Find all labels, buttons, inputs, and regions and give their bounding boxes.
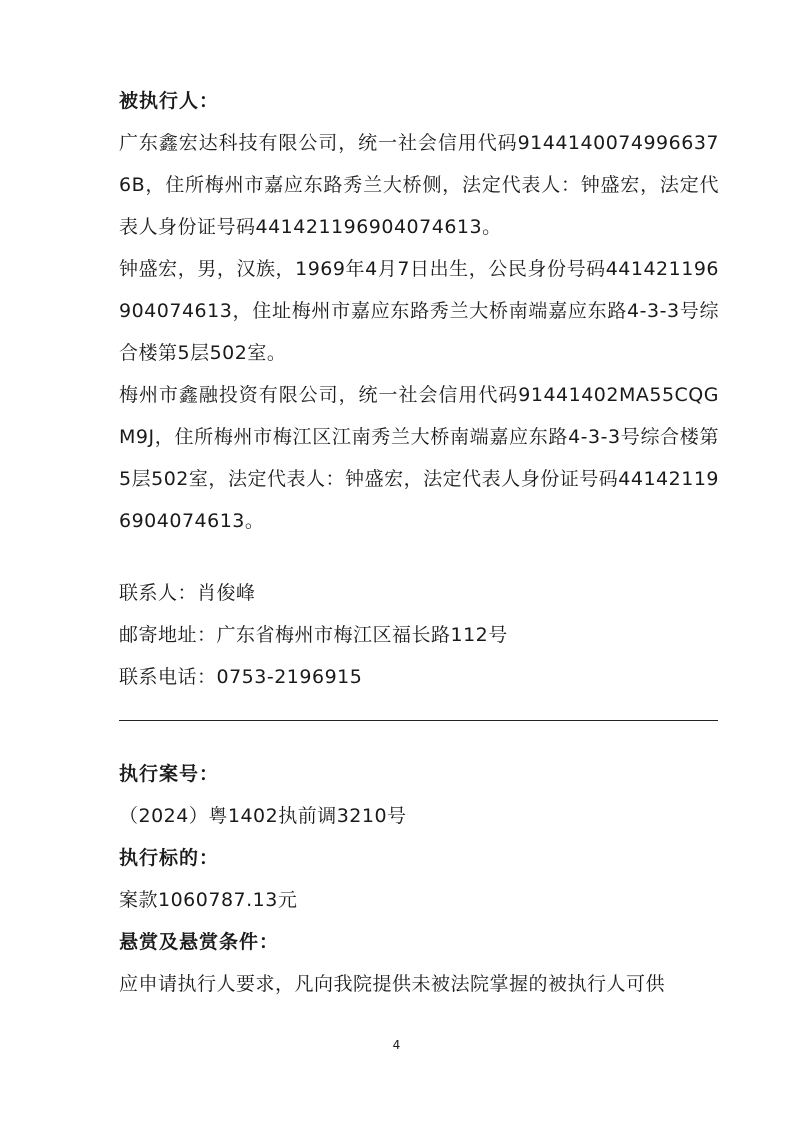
page-number: 4 bbox=[392, 1038, 401, 1052]
section-spacer bbox=[119, 542, 719, 572]
reward-conditions-text: 应申请执行人要求，凡向我院提供未被法院掌握的被执行人可供 bbox=[119, 973, 666, 995]
contact-phone: 联系电话：0753-2196915 bbox=[119, 666, 363, 688]
reward-conditions-heading: 悬赏及悬赏条件： bbox=[119, 931, 280, 953]
contact-person: 联系人：肖俊峰 bbox=[119, 582, 256, 604]
case-number-heading: 执行案号： bbox=[119, 763, 220, 785]
page-content bbox=[119, 80, 719, 1005]
case-number: （2024）粤1402执前调3210号 bbox=[119, 805, 407, 827]
respondent-heading: 被执行人： bbox=[119, 90, 220, 112]
respondent-person: 钟盛宏，男，汉族，1969年4月7日出生，公民身份号码441421196904074613，住址梅州市嘉应东路秀兰大桥南端嘉应东路4-3-3号综合楼第5层502室。 bbox=[119, 258, 719, 364]
respondent-company-1: 广东鑫宏达科技有限公司，统一社会信用代码91441400749966376B，住所梅州市嘉应东路秀兰大桥侧，法定代表人：钟盛宏，法定代表人身份证号码441421196904074613。 bbox=[119, 132, 719, 238]
section-divider bbox=[119, 720, 718, 721]
respondent-company-2: 梅州市鑫融投资有限公司，统一社会信用代码91441402MA55CQGM9J，住所梅州市梅江区江南秀兰大桥南端嘉应东路4-3-3号综合楼第5层502室，法定代表人：钟盛宏，法定代表人身份证号码441421196904074613。 bbox=[119, 384, 719, 532]
contact-address: 邮寄地址：广东省梅州市梅江区福长路112号 bbox=[119, 624, 508, 646]
execution-target-heading: 执行标的： bbox=[119, 847, 220, 869]
execution-target: 案款1060787.13元 bbox=[119, 889, 298, 911]
